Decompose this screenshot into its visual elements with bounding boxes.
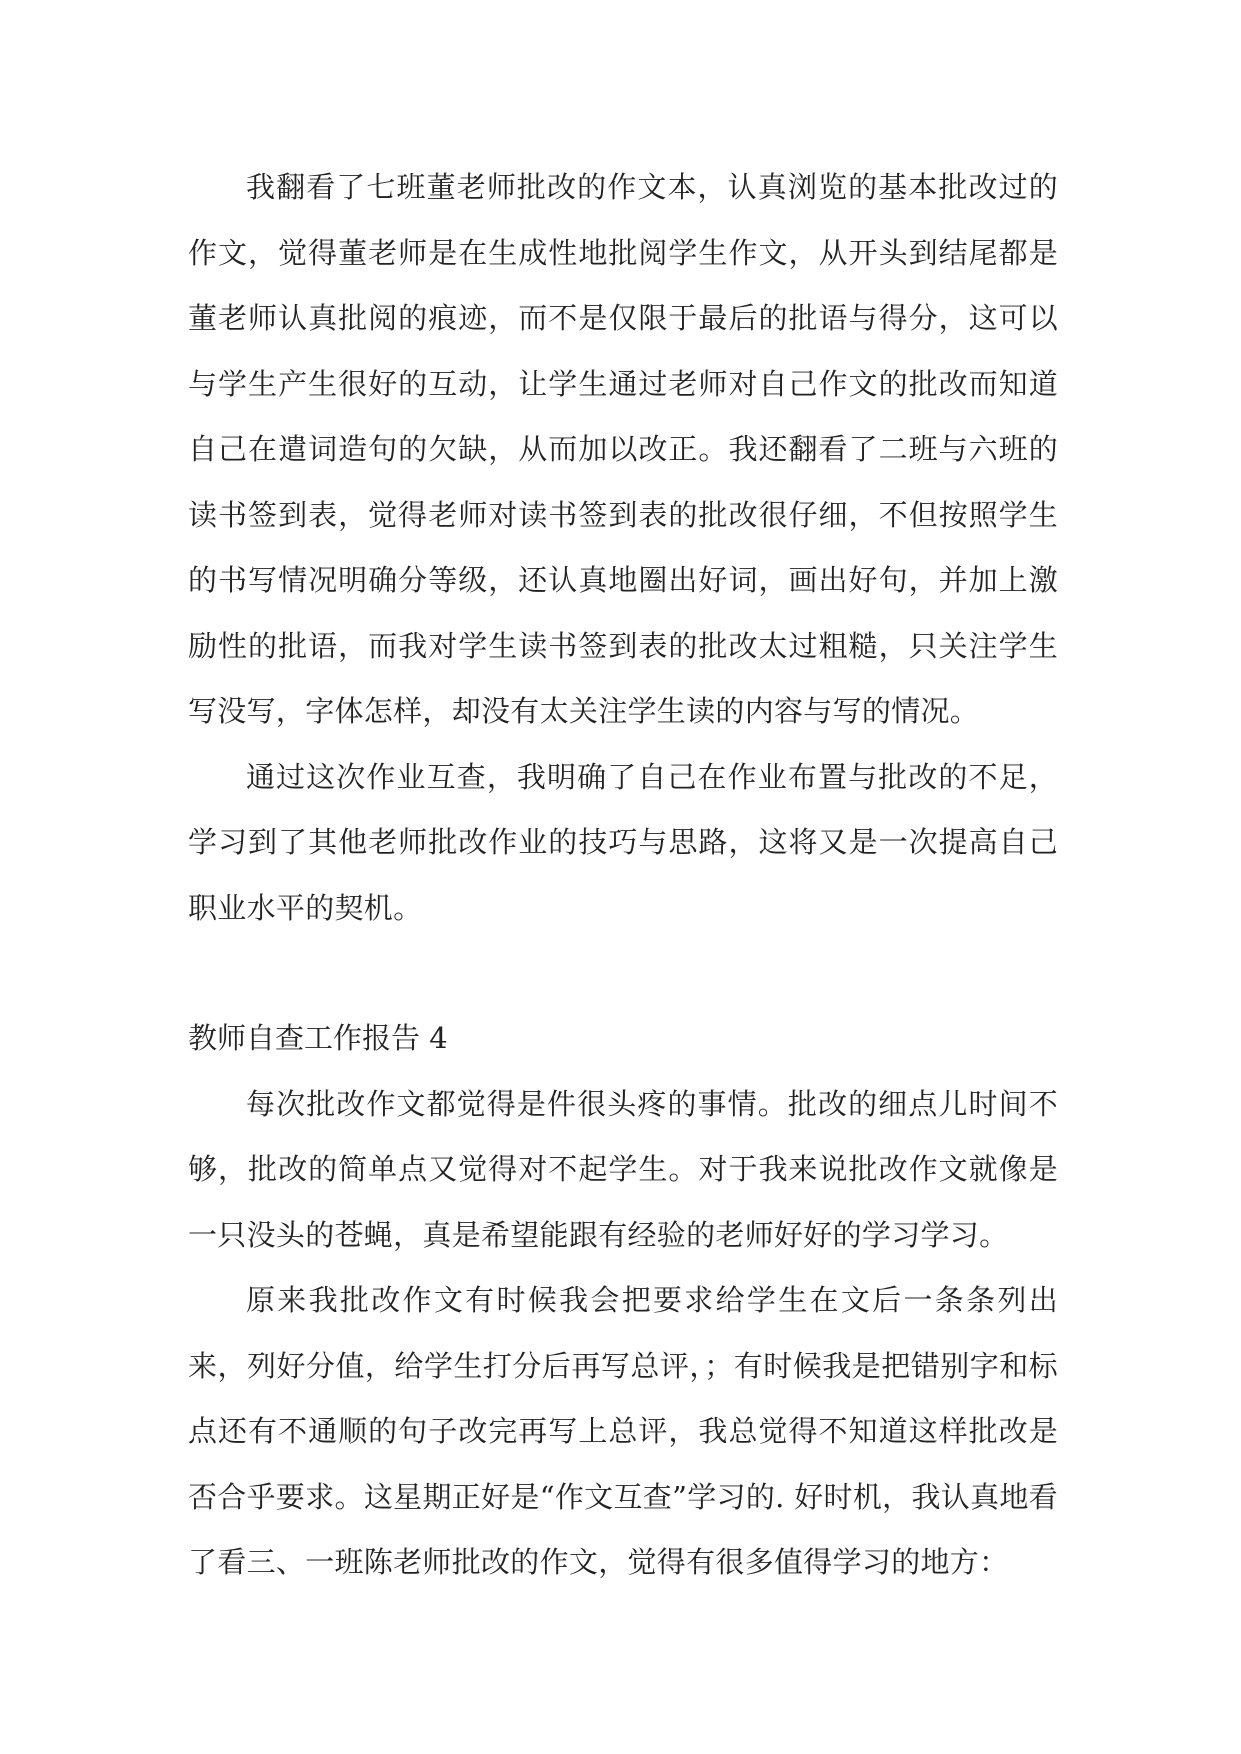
paragraph-grading-difficulty: 每次批改作文都觉得是件很头疼的事情。批改的细点儿时间不够，批改的简单点又觉得对不起学生。对于我来说批改作文就像是一只没头的苍蝇，真是希望能跟有经验的老师好好的学习学习。 bbox=[188, 1086, 1058, 1252]
section-spacer bbox=[188, 941, 1058, 1006]
paragraph-reflection: 通过这次作业互查，我明确了自己在作业布置与批改的不足，学习到了其他老师批改作业的技巧与思路，这将又是一次提高自己职业水平的契机。 bbox=[188, 759, 1058, 925]
section-heading: 教师自查工作报告 4 bbox=[188, 1021, 448, 1055]
paragraph-review-dong: 我翻看了七班董老师批改的作文本，认真浏览的基本批改过的作文，觉得董老师是在生成性地批阅学生作文，从开头到结尾都是董老师认真批阅的痕迹，而不是仅限于最后的批语与得分，这可以与学生产生很好的互动，让学生通过老师对自己作文的批改而知道自己在遣词造句的欠缺，从而加以改正。我还翻看了二班与六班的读书签到表，觉得老师对读书签到表的批改很仔细，不但按照学生的书写情况明确分等级，还认真地圈出好词，画出好句，并加上激励性的批语，而我对学生读书签到表的批改太过粗糙，只关注学生写没写，字体怎样，却没有太关注学生读的内容与写的情况。 bbox=[188, 170, 1058, 728]
paragraph-grading-method: 原来我批改作文有时候我会把要求给学生在文后一条条列出来，列好分值，给学生打分后再写总评，；有时候我是把错别字和标点还有不通顺的句子改完再写上总评，我总觉得不知道这样批改是否合乎要求。这星期正好是“作文互查”学习的. 好时机，我认真地看了看三、一班陈老师批改的作文，觉得有很多值得学习的地方： bbox=[188, 1283, 1058, 1579]
document-body bbox=[188, 155, 1058, 1596]
